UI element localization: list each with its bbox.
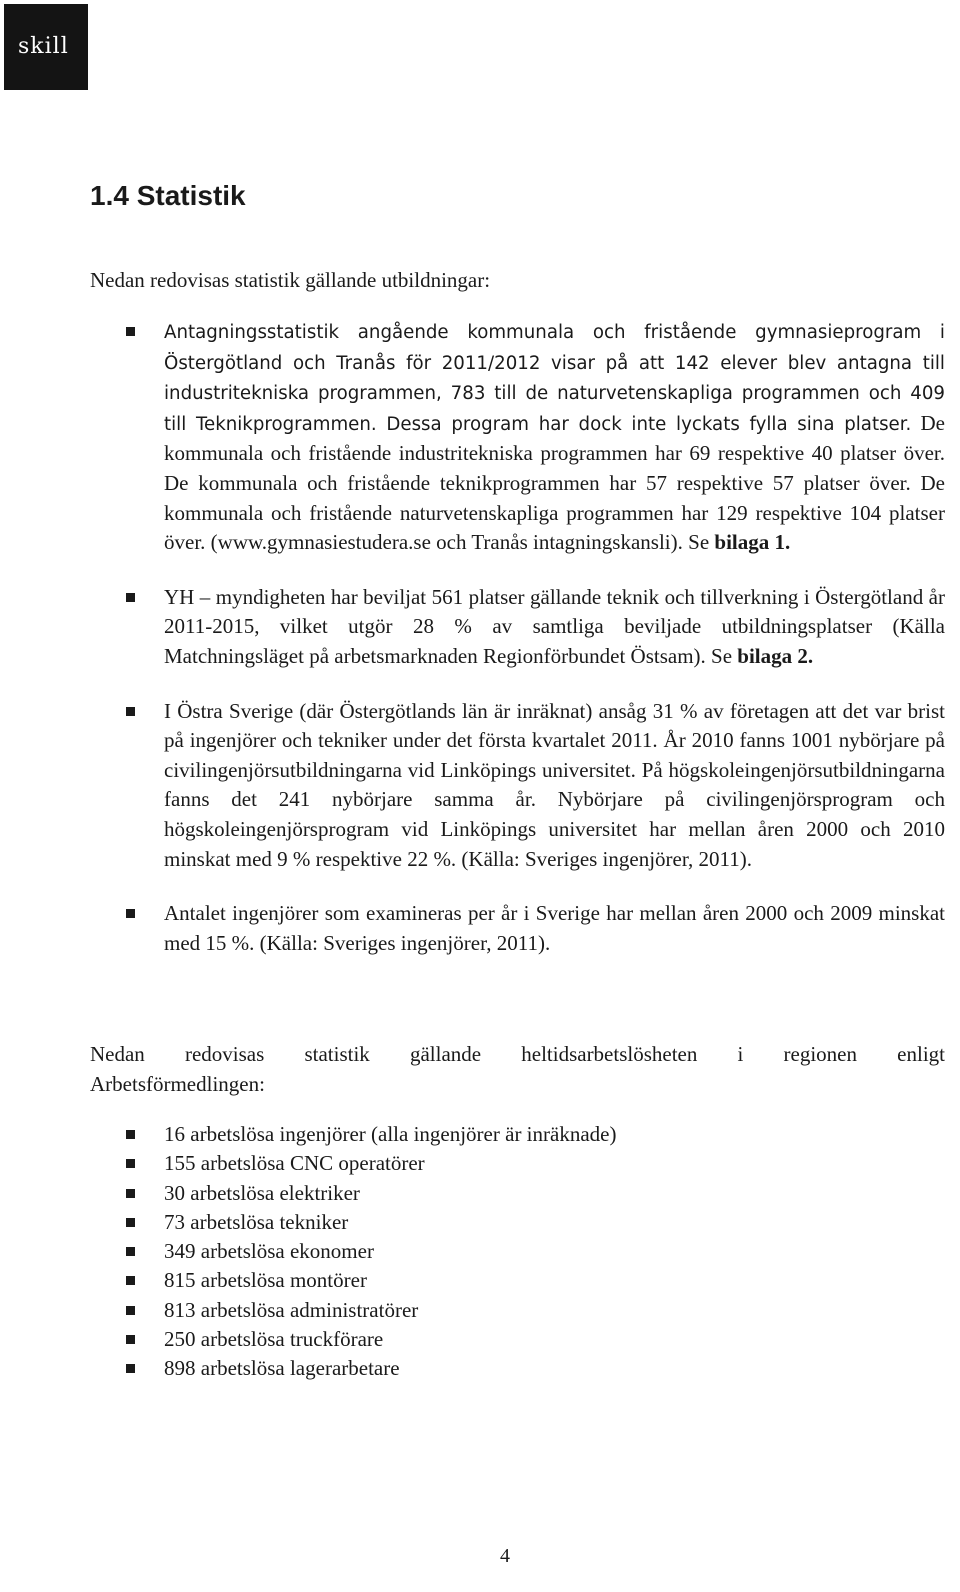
list-item-text: 815 arbetslösa montörer bbox=[164, 1268, 367, 1293]
list-item bbox=[90, 583, 945, 672]
bilaga-reference: bilaga 1. bbox=[714, 530, 791, 555]
intro-paragraph: Nedan redovisas statistik gällande utbildningar: bbox=[90, 268, 491, 292]
section-heading: 1.4 Statistik bbox=[90, 180, 246, 211]
list-item-text-part: De kommunala och fristående industritekniska programmen har 69 respektive 40 platser över. De kommunala och fristående teknikprogrammen har 57 respektive 57 platser över. De kommunala och fristående naturvetenskapliga programmen har 129 respektive 104 platser över. (www.gymnasiestudera.se och Tranås intagningskansli). Se bbox=[164, 410, 945, 555]
square-bullet-icon bbox=[126, 707, 135, 716]
list-item bbox=[90, 1179, 945, 1208]
page-number: 4 bbox=[500, 1545, 510, 1567]
list-item bbox=[90, 1120, 945, 1149]
list-item-text: Antalet ingenjörer som examineras per år i Sverige har mellan åren 2000 och 2009 minskat med 15 %. (Källa: Sveriges ingenjörer, 2011). bbox=[164, 901, 945, 955]
list-item-text: 30 arbetslösa elektriker bbox=[164, 1180, 360, 1205]
list-item-text: 898 arbetslösa lagerarbetare bbox=[164, 1356, 400, 1381]
square-bullet-icon bbox=[126, 1276, 135, 1285]
list-item-text-part: Antagningsstatistik angående kommunala och fristående gymnasieprogram i Östergötland och Tranås för 2011/2012 visar på att 142 elever blev antagna till industritekniska programmen, 783 till de naturvetenskapliga programmen och 409 till Teknikprogrammen. Dessa program har dock inte lyckats fylla sina platser. bbox=[164, 322, 945, 435]
square-bullet-icon bbox=[126, 1189, 135, 1198]
square-bullet-icon bbox=[126, 909, 135, 918]
square-bullet-icon bbox=[126, 1218, 135, 1227]
list-item-text-part: YH – myndigheten har beviljat 561 platser gällande teknik och tillverkning i Östergötland år 2011-2015, vilket utgör 28 % av samtliga beviljade utbildningsplatser (Källa Matchningsläget på arbetsmarknaden Regionförbundet Östsam). Se bbox=[164, 584, 945, 668]
square-bullet-icon bbox=[126, 1335, 135, 1344]
logo-text: skill bbox=[18, 34, 69, 59]
square-bullet-icon bbox=[126, 1159, 135, 1168]
square-bullet-icon bbox=[126, 1364, 135, 1373]
list-item-text: 813 arbetslösa administratörer bbox=[164, 1297, 419, 1322]
list-item-text bbox=[164, 583, 945, 672]
list-item bbox=[90, 1296, 945, 1325]
list-item-text bbox=[164, 317, 945, 558]
square-bullet-icon bbox=[126, 1247, 135, 1256]
square-bullet-icon bbox=[126, 1306, 135, 1315]
list-item-text: 349 arbetslösa ekonomer bbox=[164, 1239, 374, 1264]
list-item-text: 250 arbetslösa truckförare bbox=[164, 1327, 384, 1352]
list-item bbox=[90, 697, 945, 875]
unemployment-list bbox=[90, 1120, 945, 1384]
square-bullet-icon bbox=[126, 1130, 135, 1139]
list-item-text: I Östra Sverige (där Östergötlands län är inräknat) ansåg 31 % av företagen att det var brist på ingenjörer och tekniker under det första kvartalet 2011. År 2010 fanns 1001 nybörjare på civilingenjörsutbildningarna vid Linköpings universitet. På högskoleingenjörsutbildningarna fanns det 241 nybörjare samma år. Nybörjare på civilingenjörsprogram och högskoleingenjörsprogram vid Linköpings universitet har mellan åren 2000 och 2010 minskat med 9 % respektive 22 %. (Källa: Sveriges ingenjörer, 2011). bbox=[164, 698, 945, 871]
education-statistics-list bbox=[90, 317, 945, 983]
square-bullet-icon bbox=[126, 593, 135, 602]
skill-logo bbox=[4, 4, 88, 90]
list-item bbox=[90, 1354, 945, 1383]
list-item bbox=[90, 1237, 945, 1266]
intro-line: Arbetsförmedlingen: bbox=[90, 1071, 265, 1096]
list-item-text: 155 arbetslösa CNC operatörer bbox=[164, 1151, 425, 1176]
list-item-text: 16 arbetslösa ingenjörer (alla ingenjörer är inräknade) bbox=[164, 1122, 617, 1146]
list-item bbox=[90, 1325, 945, 1354]
square-bullet-icon bbox=[126, 327, 135, 336]
list-item bbox=[90, 1208, 945, 1237]
list-item bbox=[90, 1266, 945, 1295]
list-item bbox=[90, 317, 945, 558]
intro-line: Nedan redovisas statistik gällande heltidsarbetslösheten i regionen enligt bbox=[90, 1042, 945, 1066]
unemployment-intro-paragraph bbox=[90, 1040, 945, 1099]
list-item-text: 73 arbetslösa tekniker bbox=[164, 1209, 349, 1234]
list-item bbox=[90, 899, 945, 958]
list-item bbox=[90, 1149, 945, 1178]
bilaga-reference: bilaga 2. bbox=[737, 643, 814, 668]
